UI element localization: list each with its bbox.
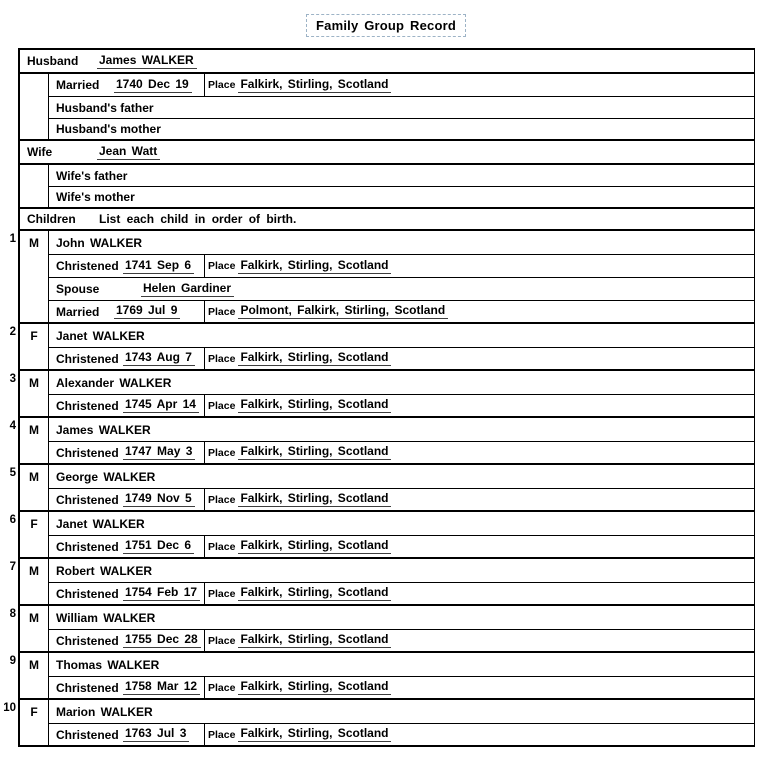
form-title-field[interactable]: Family Group Record	[306, 14, 466, 37]
child-name-value: George WALKER	[56, 469, 156, 484]
husbands-mother-label: Husband's mother	[56, 122, 161, 136]
child-christened-cell	[49, 255, 205, 277]
child-christened-place: Falkirk, Stirling, Scotland	[238, 259, 391, 274]
child-name-row	[49, 606, 754, 630]
wifes-father-label: Wife's father	[56, 168, 128, 183]
wifes-mother-label: Wife's mother	[56, 190, 135, 204]
child-sex-cell: M	[20, 465, 49, 510]
child-christened-row	[49, 630, 754, 651]
child-christened-place-cell	[205, 727, 754, 742]
place-label: Place	[208, 260, 236, 272]
place-label: Place	[208, 681, 236, 694]
child-christened-row	[49, 677, 754, 698]
child-sex-cell: F	[20, 700, 49, 745]
child-name-value: John WALKER	[56, 235, 142, 250]
child-sex-cell: F	[20, 324, 49, 369]
place-label: Place	[208, 587, 236, 600]
child-number: 4	[9, 420, 16, 432]
child-record	[3, 700, 754, 745]
child-number: 5	[9, 467, 16, 479]
child-christened-place-cell	[205, 351, 754, 366]
wife-label: Wife	[27, 145, 53, 159]
child-christened-date: 1754 Feb 17	[123, 586, 200, 601]
child-name-value: Robert WALKER	[56, 563, 152, 578]
child-christened-row	[49, 583, 754, 604]
child-number: 2	[9, 326, 16, 338]
christened-label: Christened	[56, 259, 119, 273]
child-christened-place-cell	[205, 398, 754, 413]
child-number: 6	[9, 514, 16, 526]
christened-label: Christened	[56, 633, 119, 648]
child-christened-cell	[49, 630, 205, 651]
husband-married-row	[49, 74, 754, 97]
child-married-row	[49, 301, 754, 322]
child-sex-cell: F	[20, 512, 49, 557]
child-christened-place: Falkirk, Stirling, Scotland	[238, 445, 391, 460]
child-christened-date: 1758 Mar 12	[123, 680, 200, 695]
children-instruction: List each child in order of birth.	[99, 212, 297, 226]
child-sex-cell: M	[20, 418, 49, 463]
husband-married-cell	[49, 74, 205, 96]
child-name-row	[49, 653, 754, 677]
husband-details	[20, 74, 754, 139]
child-name-row	[49, 559, 754, 583]
child-christened-place: Falkirk, Stirling, Scotland	[238, 492, 391, 507]
husband-married-date: 1740 Dec 19	[114, 78, 192, 93]
wife-details	[20, 165, 754, 207]
christened-label: Christened	[56, 351, 119, 366]
child-name-value: Janet WALKER	[56, 328, 145, 343]
wife-name-row	[20, 141, 754, 165]
wifes-father-row	[49, 165, 754, 187]
christened-label: Christened	[56, 398, 119, 413]
child-sex-cell: M	[20, 231, 49, 322]
child-sex-cell: M	[20, 606, 49, 651]
child-christened-place-cell	[205, 492, 754, 507]
spouse-label: Spouse	[56, 282, 100, 296]
child-spouse-name: Helen Gardiner	[141, 282, 234, 297]
place-label: Place	[208, 79, 236, 91]
husbands-mother-row	[49, 119, 754, 139]
husbands-father-row	[49, 97, 754, 119]
child-number: 9	[9, 655, 16, 667]
child-christened-date: 1741 Sep 6	[123, 259, 194, 274]
child-christened-place: Falkirk, Stirling, Scotland	[238, 680, 391, 695]
child-christened-place: Falkirk, Stirling, Scotland	[238, 398, 391, 413]
place-label: Place	[208, 728, 236, 741]
child-name-row	[49, 700, 754, 724]
husband-name-row	[20, 50, 754, 74]
husband-section	[20, 50, 754, 141]
place-label: Place	[208, 305, 236, 318]
child-christened-row	[49, 442, 754, 463]
child-christened-cell	[49, 677, 205, 698]
child-christened-date: 1745 Apr 14	[123, 398, 199, 413]
christened-label: Christened	[56, 445, 119, 460]
child-sex-cell: M	[20, 653, 49, 698]
child-number: 7	[9, 561, 16, 573]
child-record	[9, 418, 754, 465]
child-name-row	[49, 465, 754, 489]
child-married-date: 1769 Jul 9	[114, 304, 180, 319]
child-christened-row	[49, 724, 754, 745]
husband-married-place-cell	[205, 78, 754, 93]
child-number: 10	[3, 702, 16, 714]
indent-cell	[20, 74, 49, 139]
child-record	[9, 606, 754, 653]
child-christened-place-cell	[205, 586, 754, 601]
child-married-cell	[49, 301, 205, 322]
place-label: Place	[208, 493, 236, 506]
child-christened-date: 1763 Jul 3	[123, 727, 189, 742]
child-christened-place: Falkirk, Stirling, Scotland	[238, 539, 391, 554]
christened-label: Christened	[56, 586, 119, 601]
child-number: 1	[9, 233, 16, 245]
child-christened-row	[49, 489, 754, 510]
child-christened-cell	[49, 489, 205, 510]
child-christened-place-cell	[205, 633, 754, 648]
child-name-value: Thomas WALKER	[56, 657, 160, 672]
child-number: 3	[9, 373, 16, 385]
husbands-father-label: Husband's father	[56, 100, 154, 115]
child-record	[9, 231, 754, 324]
child-name-value: Marion WALKER	[56, 704, 153, 719]
child-christened-place: Falkirk, Stirling, Scotland	[238, 586, 391, 601]
child-name-row	[49, 324, 754, 348]
child-christened-place-cell	[205, 680, 754, 695]
child-sex-cell: M	[20, 559, 49, 604]
christened-label: Christened	[56, 727, 119, 742]
child-christened-place: Falkirk, Stirling, Scotland	[238, 633, 391, 648]
married-label: Married	[56, 304, 100, 319]
child-christened-date: 1747 May 3	[123, 445, 195, 460]
child-record	[9, 465, 754, 512]
child-christened-place-cell	[205, 259, 754, 274]
child-christened-place-cell	[205, 445, 754, 460]
married-label: Married	[56, 78, 100, 92]
child-christened-date: 1755 Dec 28	[123, 633, 201, 648]
child-record	[9, 559, 754, 606]
child-name-value: Janet WALKER	[56, 516, 145, 531]
wife-section	[20, 141, 754, 209]
child-married-place-cell	[205, 304, 754, 319]
child-sex-cell: M	[20, 371, 49, 416]
children-list	[3, 231, 754, 745]
christened-label: Christened	[56, 680, 119, 695]
husband-married-place: Falkirk, Stirling, Scotland	[238, 78, 391, 93]
indent-cell	[20, 165, 49, 207]
child-christened-row	[49, 255, 754, 278]
child-christened-cell	[49, 583, 205, 604]
child-record	[9, 653, 754, 700]
form-header	[0, 14, 772, 37]
child-name-row	[49, 512, 754, 536]
christened-label: Christened	[56, 539, 119, 554]
wife-name-value: Jean Watt	[97, 145, 160, 160]
child-record	[9, 512, 754, 559]
child-christened-cell	[49, 536, 205, 557]
child-married-place: Polmont, Falkirk, Stirling, Scotland	[238, 304, 448, 319]
wifes-mother-row	[49, 187, 754, 207]
husband-name-value: James WALKER	[97, 54, 197, 69]
family-group-record-form	[3, 48, 755, 747]
child-name-value: James WALKER	[56, 422, 151, 437]
child-record	[9, 324, 754, 371]
children-header-row	[20, 209, 754, 231]
child-name-row	[49, 231, 754, 255]
child-christened-cell	[49, 724, 205, 745]
child-name-value: Alexander WALKER	[56, 375, 172, 390]
child-christened-row	[49, 395, 754, 416]
husband-label: Husband	[27, 54, 79, 68]
child-christened-place: Falkirk, Stirling, Scotland	[238, 727, 391, 742]
children-label: Children	[27, 212, 76, 226]
child-christened-cell	[49, 442, 205, 463]
child-spouse-row	[49, 278, 754, 301]
child-christened-cell	[49, 395, 205, 416]
place-label: Place	[208, 540, 236, 553]
place-label: Place	[208, 446, 236, 459]
child-christened-date: 1749 Nov 5	[123, 492, 195, 507]
child-christened-place: Falkirk, Stirling, Scotland	[238, 351, 391, 366]
child-christened-date: 1751 Dec 6	[123, 539, 194, 554]
child-christened-cell	[49, 348, 205, 369]
place-label: Place	[208, 352, 236, 365]
christened-label: Christened	[56, 492, 119, 507]
child-name-row	[49, 371, 754, 395]
child-name-row	[49, 418, 754, 442]
child-christened-row	[49, 536, 754, 557]
place-label: Place	[208, 399, 236, 412]
place-label: Place	[208, 634, 236, 647]
child-christened-row	[49, 348, 754, 369]
child-record	[9, 371, 754, 418]
child-name-value: William WALKER	[56, 610, 156, 625]
child-christened-place-cell	[205, 539, 754, 554]
child-christened-date: 1743 Aug 7	[123, 351, 195, 366]
child-number: 8	[9, 608, 16, 620]
